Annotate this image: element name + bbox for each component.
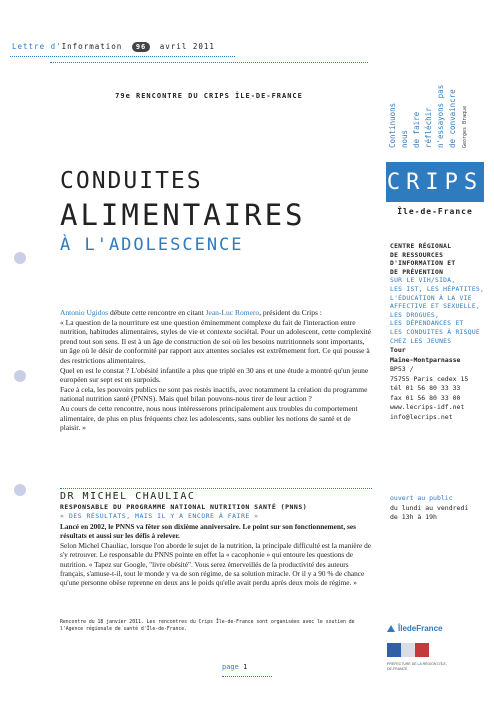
address-line: Tour xyxy=(390,346,406,354)
speaker-name-romero: Jean-Luc Romero xyxy=(205,308,260,317)
vertical-quote xyxy=(386,84,486,148)
page-value: 1 xyxy=(243,663,248,671)
phone-line: tél 01 56 80 33 33 xyxy=(390,384,461,392)
desc-line: CENTRE RÉGIONAL xyxy=(390,243,452,250)
event-title: 79e RENCONTRE DU CRIPS ÎLE-DE-FRANCE xyxy=(115,92,303,100)
crips-description xyxy=(390,243,490,346)
quote-author: Georges Braque xyxy=(462,105,468,148)
intro-paragraph: Au cours de cette rencontre, nous nous intéresserons principalement aux troubles du comportement alimentaire, de plus en plus fréquents chez les adolescents, sans oublier les notions de santé et de plaisir. » xyxy=(60,403,358,433)
header-prefix: Lettre d' xyxy=(12,42,62,51)
intro-paragraph: Quel en est le constat ? L'obésité infantile a plus que triplé en 30 ans et une étude a montré qu'un jeune européen sur sept est en surpoids. xyxy=(60,365,369,385)
prefecture-logo-text: PRÉFECTURE DE LA RÉGION D'ÎLE-DE-FRANCE xyxy=(387,662,447,671)
speaker-paragraph: Selon Michel Chauliac, lorsque l'on aborde le sujet de la nutrition, la principale difficulté est la manière de s'y retrouver. Le responsable du PNNS pointe en effet la « cacophonie » qui entoure les questions de nutrition. « Tapez sur Google, "livre obésité". Vous serez émerveillés de la productivité des auteurs français, s'amuse-t-il, tout le monde y va de son régime, de sa solution miracle. Or il y a 90 % de chance qu'une personne obèse reprenne en deux ans le poids qu'elle avait perdu après deux mois de régime. » xyxy=(60,540,371,588)
intro-fragment: débute cette rencontre en citant xyxy=(108,308,206,317)
hours-line: du lundi au vendredi xyxy=(390,503,469,512)
quote-line: de faire xyxy=(412,111,421,148)
speaker-role: RESPONSABLE DU PROGRAMME NATIONAL NUTRITION SANTÉ (PNNS) xyxy=(60,503,308,511)
prefecture-logo-icon xyxy=(387,643,437,659)
issue-badge: 96 xyxy=(132,42,150,52)
address-line: Maine-Montparnasse xyxy=(390,355,461,364)
title-line-1: CONDUITES xyxy=(60,168,203,194)
speaker-section xyxy=(60,488,372,588)
desc-line: CHEZ LES JEUNES xyxy=(390,337,452,345)
page-label: page xyxy=(222,663,239,671)
desc-line: L'ÉDUCATION À LA VIE xyxy=(390,294,472,302)
quote-line: Continuons xyxy=(388,102,397,148)
website-link[interactable]: www.lecrips-idf.net xyxy=(390,403,465,411)
hours-title: ouvert au public xyxy=(390,494,453,502)
crips-address xyxy=(390,346,490,422)
intro-fragment: , président du Crips : xyxy=(259,308,322,317)
speaker-name: DR MICHEL CHAULIAC xyxy=(60,488,372,502)
header-label: Information xyxy=(61,42,123,51)
speaker-lead: Lancé en 2002, le PNNS va fêter son dixième anniversaire. Le point sur son fonctionnement, ses résultats et aussi sur les défis à relever. xyxy=(60,522,356,541)
title-line-2: ALIMENTAIRES xyxy=(60,198,306,232)
crips-logo xyxy=(386,162,484,202)
speaker-body xyxy=(60,522,372,588)
opening-hours xyxy=(390,494,490,523)
intro-paragraph: Face à cela, les pouvoirs publics ne sont pas restés inactifs, avec notamment la création du programme national nutrition santé (PNNS). Mais quel bilan pouvons-nous tirer de leur action ? xyxy=(60,384,368,404)
intro-lead xyxy=(60,308,372,318)
decorative-dot xyxy=(14,252,26,264)
title-line-3: À L'ADOLESCENCE xyxy=(60,235,244,255)
intro-paragraph: « La question de la nourriture est une question éminemment complexe du fait de l'interaction entre nutrition, habitudes alimentaires, styles de vie et contexte sociétal. Pour un adolescent, cette complexité prend tout son sens. Il est à un âge de construction de soi où les besoins nutritionnels sont importants, un âge où le désir de conformité par rapport aux attentes sociales est extrêmement fort. Ce qui pousse à des restrictions alimentaires. xyxy=(60,317,371,365)
desc-line: LES CONDUITES À RISQUE xyxy=(390,328,481,336)
address-line: 75755 Paris cedex 15 xyxy=(390,374,469,383)
desc-line: LES DROGUES, xyxy=(390,311,440,319)
logo-text: CRIPS xyxy=(386,169,484,195)
logo-subtitle: Île-de-France xyxy=(397,207,473,216)
top-divider xyxy=(50,62,368,63)
desc-line: DE RESSOURCES xyxy=(390,251,444,259)
header-divider xyxy=(10,56,235,57)
quote-line: réfléchir xyxy=(424,107,433,148)
quote-line: de convaincre xyxy=(448,89,457,148)
quote-line: n'essayons pas xyxy=(436,84,445,148)
header-date: avril 2011 xyxy=(159,42,215,51)
hours-line: de 13h à 19h xyxy=(390,513,437,521)
speaker-quote: « DES RÉSULTATS, MAIS IL Y A ENCORE À FAIRE » xyxy=(60,512,259,520)
desc-line: DE PRÉVENTION xyxy=(390,268,444,276)
address-line: BP53 / xyxy=(390,365,414,373)
fax-line: fax 01 56 80 33 00 xyxy=(390,393,461,402)
speaker-name-ugidos: Antonio Ugidos xyxy=(60,308,109,317)
desc-line: AFFECTIVE ET SEXUELLE, xyxy=(390,303,481,311)
quote-line: nous xyxy=(400,129,409,148)
page-number xyxy=(222,663,247,671)
desc-line: LES IST, LES HÉPATITES, xyxy=(390,285,485,293)
footnote: Rencontre du 18 janvier 2011. Les rencontres du Crips Île-de-France sont organisées avec le soutien de l'Agence régionale de santé d'Île-de-France. xyxy=(60,620,355,632)
intro-text xyxy=(60,308,372,433)
email-link[interactable]: info@lecrips.net xyxy=(390,412,453,421)
decorative-dot xyxy=(14,484,26,496)
desc-line: LES DÉPENDANCES ET xyxy=(390,320,464,328)
letter-header xyxy=(12,42,215,52)
page-divider xyxy=(222,676,272,677)
decorative-dot xyxy=(14,370,26,382)
desc-line: SUR LE VIH/SIDA, xyxy=(390,277,456,285)
desc-line: D'INFORMATION ET xyxy=(390,260,456,268)
region-logo-icon xyxy=(386,624,396,634)
region-logo-text: ÎledeFrance xyxy=(398,624,443,633)
